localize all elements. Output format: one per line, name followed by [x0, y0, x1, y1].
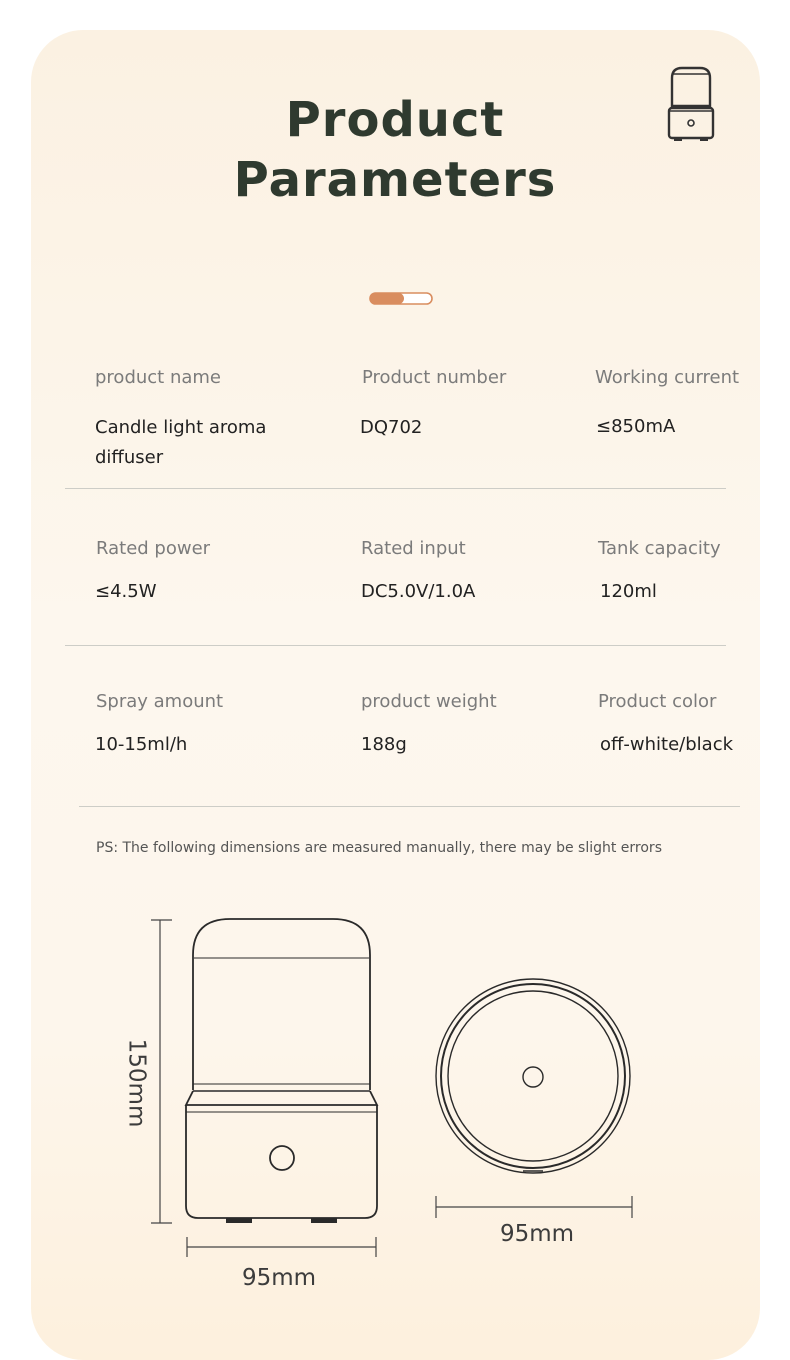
label-product-name: product name: [95, 367, 221, 388]
value-working-current: ≤850mA: [596, 416, 676, 437]
foot-left: [226, 1218, 252, 1223]
front-view-diffuser: [186, 919, 377, 1218]
foot-right: [311, 1218, 337, 1223]
label-product-number: Product number: [362, 367, 507, 388]
page-title-line2: Parameters: [233, 152, 557, 208]
front-width-label: 95mm: [242, 1265, 317, 1291]
label-working-current: Working current: [595, 367, 740, 388]
label-rated-input: Rated input: [361, 538, 466, 559]
label-spray-amount: Spray amount: [96, 691, 224, 712]
value-rated-power: ≤4.5W: [95, 581, 157, 602]
value-product-weight: 188g: [361, 734, 407, 755]
label-product-color: Product color: [598, 691, 717, 712]
value-rated-input: DC5.0V/1.0A: [361, 581, 476, 602]
page-title-line1: Product: [285, 92, 505, 148]
top-width-dimension-line: [436, 1196, 632, 1218]
top-view-diffuser: [436, 979, 630, 1173]
value-product-name: Candle light aroma diffuser: [95, 417, 267, 468]
value-tank-capacity: 120ml: [600, 581, 657, 602]
label-tank-capacity: Tank capacity: [598, 538, 721, 559]
value-spray-amount: 10-15ml/h: [95, 734, 188, 755]
front-width-dimension-line: [187, 1237, 376, 1257]
label-rated-power: Rated power: [96, 538, 211, 559]
measurement-note: PS: The following dimensions are measured manually, there may be slight errors: [96, 840, 662, 856]
label-product-weight: product weight: [361, 691, 497, 712]
value-product-color: off-white/black: [600, 734, 734, 755]
top-width-label: 95mm: [500, 1221, 575, 1247]
value-product-number: DQ702: [360, 417, 423, 438]
height-dimension-label: 150mm: [123, 1038, 150, 1128]
height-dimension-line: [151, 920, 172, 1223]
